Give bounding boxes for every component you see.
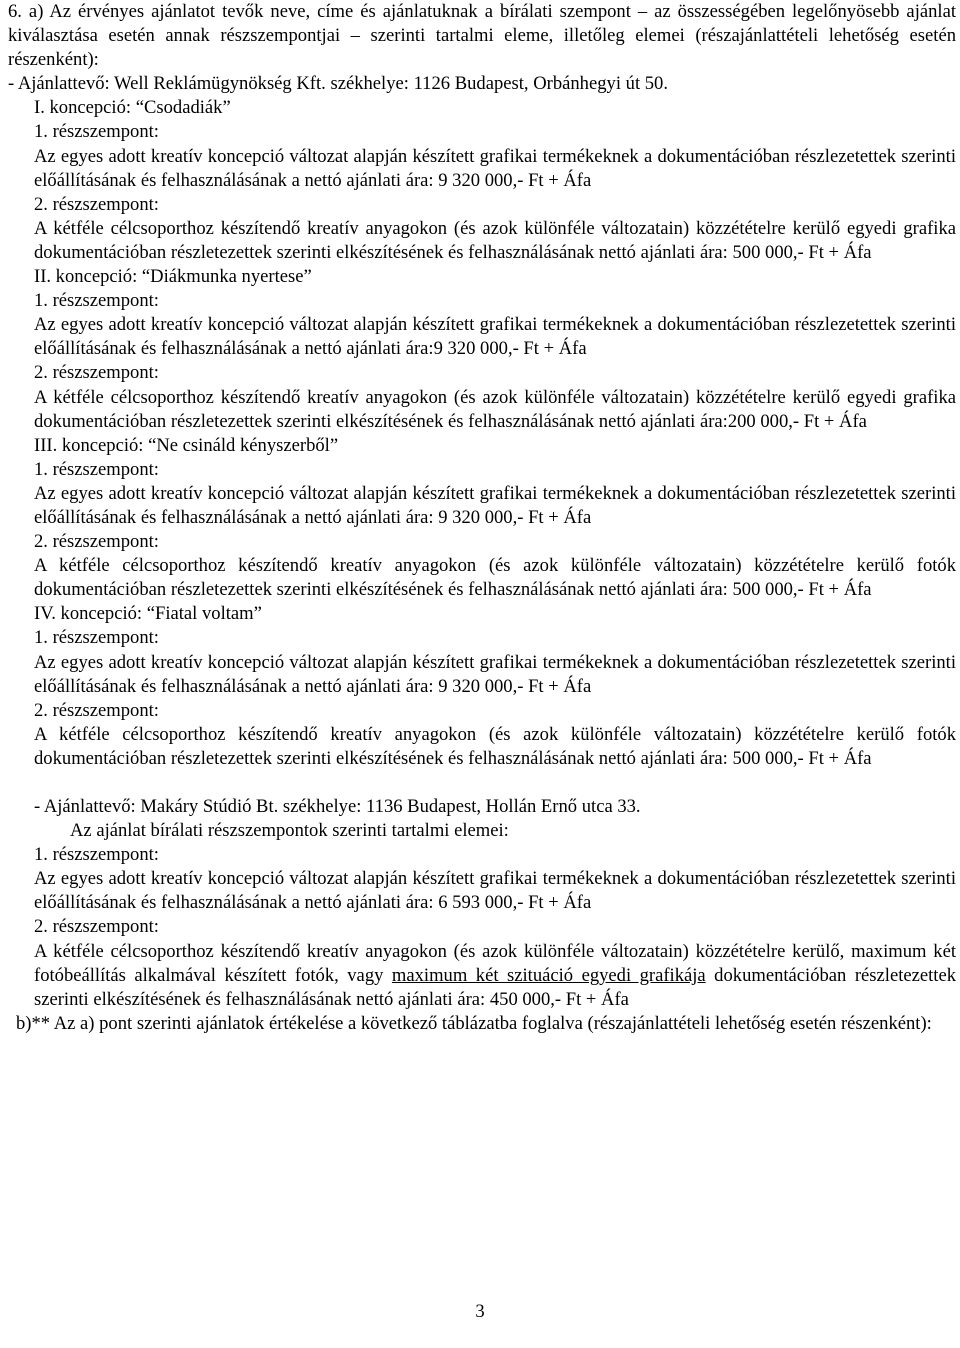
section-b-paragraph: b)** Az a) pont szerinti ajánlatok értékelése a következő táblázatba foglalva (részajánlattételi lehetőség esetén részenként):	[16, 1012, 932, 1034]
concept-title: II. koncepció: “Diákmunka nyertese”	[34, 266, 312, 288]
criterion-1-label: 1. részszempont:	[34, 627, 159, 649]
criterion-1-label: 1. részszempont:	[34, 844, 159, 866]
criterion-1-text: Az egyes adott kreatív koncepció változat alapján készített grafikai termékeknek a dokumentációban részlezetettek szerinti előállításának és felhasználásának a nettó ajánlati ára: 6 593 000,- Ft + Áfa	[34, 868, 956, 914]
spacer	[8, 771, 956, 795]
document-body	[8, 0, 956, 1036]
criterion-1-text: Az egyes adott kreatív koncepció változat alapján készített grafikai termékeknek a dokumentációban részlezetettek szerinti előállításának és felhasználásának a nettó ajánlati ára: 9 320 000,- Ft + Áfa	[34, 482, 956, 528]
criterion-2-text: A kétféle célcsoporthoz készítendő kreatív anyagokon (és azok különféle változatain) közzétételre kerülő fotók dokumentációban részletezettek szerinti elkészítésének és felhasználásának nettó ajánlati ára: 500 000,- Ft + Áfa	[34, 555, 956, 601]
concept-1	[8, 96, 956, 265]
concept-4	[8, 602, 956, 771]
concept-title: III. koncepció: “Ne csináld kényszerből”	[34, 434, 339, 456]
criterion-2-label: 2. részszempont:	[34, 699, 159, 721]
bidder-2-line: - Ajánlattevő: Makáry Stúdió Bt. székhelye: 1136 Budapest, Hollán Ernő utca 33.	[34, 796, 641, 817]
criterion-2-label: 2. részszempont:	[34, 193, 159, 215]
criterion-2-text-a: A kétféle célcsoporthoz készítendő kreatív anyagokon (és azok különféle változatain) közzétételre kerülő, maximum két fotóbeállítás alkalmával készített fotók, vagy	[34, 940, 956, 986]
bidder-1-line: - Ajánlattevő: Well Reklámügynökség Kft. székhelye: 1126 Budapest, Orbánhegyi út 50.	[8, 73, 668, 95]
criterion-2-text: A kétféle célcsoporthoz készítendő kreatív anyagokon (és azok különféle változatain) közzétételre kerülő egyedi grafika dokumentációban részletezettek szerinti elkészítésének és felhasználásának nettó ajánlati ára:200 000,- Ft + Áfa	[34, 386, 956, 432]
criterion-2-label: 2. részszempont:	[34, 916, 159, 938]
concept-title: IV. koncepció: “Fiatal voltam”	[34, 603, 262, 625]
criterion-1-text: Az egyes adott kreatív koncepció változat alapján készített grafikai termékeknek a dokumentációban részlezetettek szerinti előállításának és felhasználásának a nettó ajánlati ára: 9 320 000,- Ft + Áfa	[34, 651, 956, 697]
intro-paragraph: 6. a) Az érvényes ajánlatot tevők neve, címe és ajánlatuknak a bírálati szempont – az összességében legelőnyösebb ajánlat kiválasztása esetén annak részszempontjai – szerinti tartalmi eleme, illetőleg elemei (részajánlattételi lehetőség esetén részenként):	[8, 1, 956, 71]
criterion-2-label: 2. részszempont:	[34, 531, 159, 553]
concept-2	[8, 265, 956, 434]
criterion-2-text: A kétféle célcsoporthoz készítendő kreatív anyagokon (és azok különféle változatain) közzétételre kerülő fotók dokumentációban részletezettek szerinti elkészítésének és felhasználásának nettó ajánlati ára: 500 000,- Ft + Áfa	[34, 723, 956, 769]
criterion-1-text: Az egyes adott kreatív koncepció változat alapján készített grafikai termékeknek a dokumentációban részlezetettek szerinti előállításának és felhasználásának a nettó ajánlati ára: 9 320 000,- Ft + Áfa	[34, 145, 956, 191]
criterion-1-text: Az egyes adott kreatív koncepció változat alapján készített grafikai termékeknek a dokumentációban részlezetettek szerinti előállításának és felhasználásának a nettó ajánlati ára:9 320 000,- Ft + Áfa	[34, 314, 956, 360]
criterion-2-text-b: dokumentációban részletezettek szerinti elkészítésének és felhasználásának nettó ajánlati ára: 450 000,- Ft + Áfa	[34, 964, 956, 1010]
criterion-2-text	[8, 940, 956, 1012]
criterion-1-label: 1. részszempont:	[34, 458, 159, 480]
concept-3	[8, 434, 956, 603]
criterion-2-text: A kétféle célcsoporthoz készítendő kreatív anyagokon (és azok különféle változatain) közzétételre kerülő egyedi grafika dokumentációban részletezettek szerinti elkészítésének és felhasználásának nettó ajánlati ára: 500 000,- Ft + Áfa	[34, 217, 956, 263]
concept-title: I. koncepció: “Csodadiák”	[34, 97, 231, 119]
page-number: 3	[475, 1301, 485, 1322]
criterion-2-label: 2. részszempont:	[34, 362, 159, 384]
criterion-1-label: 1. részszempont:	[34, 121, 159, 143]
criterion-1-label: 1. részszempont:	[34, 290, 159, 312]
bidder-2-subtitle: Az ajánlat bírálati részszempontok szerinti tartalmi elemei:	[70, 820, 509, 842]
underlined-phrase: maximum két szituáció egyedi grafikája	[391, 964, 706, 986]
